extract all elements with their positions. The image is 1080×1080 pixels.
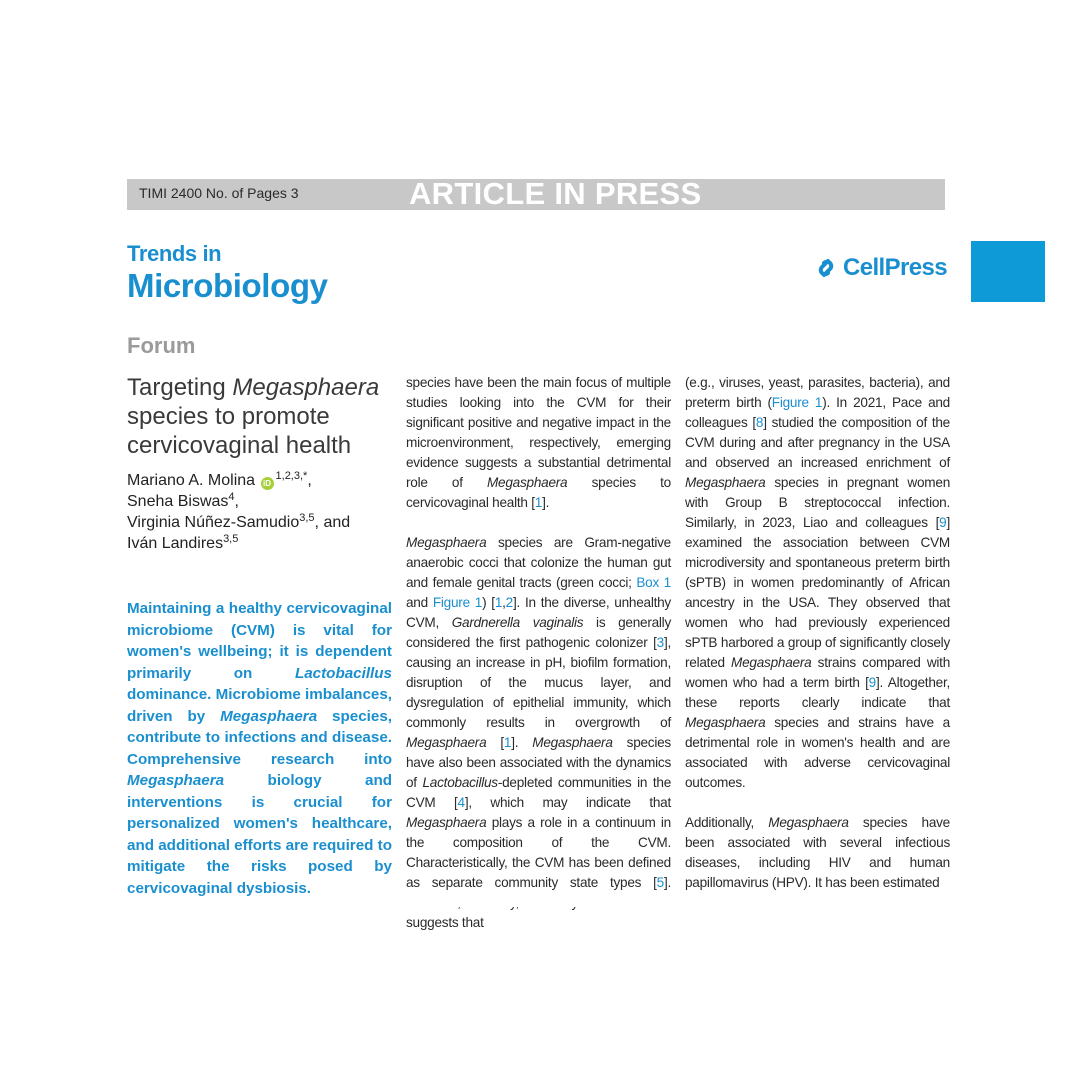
- reference-link[interactable]: 1: [494, 595, 503, 610]
- author: Iván Landires$^{3,5}$: [127, 533, 239, 552]
- cellpress-logo: [813, 254, 947, 282]
- reference-link[interactable]: 4: [457, 795, 465, 810]
- body-column-2: [685, 373, 950, 893]
- reference-link[interactable]: 5: [656, 875, 664, 890]
- article-in-press-banner: [127, 176, 945, 211]
- paragraph: (e.g., viruses, yeast, parasites, bacteria), and preterm birth (Figure 1). In 2021, Pace and colleagues [8] studied the composition of the CVM during and after pregnancy in the USA and observed an increased enrichment of Megasphaera species in pregnant women with Group B streptococcal infection. Similarly, in 2023, Liao and colleagues [9] examined the association between CVM microdiversity and spontaneous preterm birth (sPTB) in women predominantly of African ancestry in the USA. They observed that women who had previously experienced sPTB harbored a group of significantly closely related Megasphaera strains compared with women who had a term birth [9]. Altogether, these reports clearly indicate that Megasphaera species and strains have a detrimental role in women's health and are associated with adverse cervicovaginal outcomes.: [685, 375, 951, 790]
- body-column-1: [406, 373, 671, 933]
- section-label: Forum: [127, 333, 196, 358]
- reference-link[interactable]: 1: [503, 735, 512, 750]
- journal-title-line1: Trends in: [127, 241, 222, 266]
- abstract: Maintaining a healthy cervicovaginal microbiome (CVM) is vital for women's wellbeing; it is dependent primarily on Lactobacillus dominance. Microbiome imbalances, driven by Megasphaera species, contribute to infections and disease. Comprehensive research into Megasphaera biology and interventions is crucial for personalized women's healthcare, and additional efforts are required to mitigate the risks posed by cervicovaginal dysbiosis.: [127, 600, 393, 897]
- article-title: Targeting Megasphaera species to promote cervicovaginal health: [127, 374, 380, 459]
- accent-block: [971, 241, 1045, 302]
- orcid-icon[interactable]: iD: [261, 477, 274, 490]
- figure-link[interactable]: Figure 1: [771, 395, 823, 410]
- cellpress-logo-icon: [813, 255, 839, 281]
- box-link[interactable]: Box 1: [636, 575, 671, 590]
- figure-link[interactable]: Figure 1: [432, 595, 483, 610]
- author-list: [127, 470, 407, 554]
- paragraph: Megasphaera species are Gram-negative anaerobic cocci that colonize the human gut and female genital tracts (green cocci; Box 1 and Figure 1) [1,2]. In the diverse, unhealthy CVM, Gardnerella vaginalis is generally considered the first pathogenic colonizer [3], causing an increase in pH, biofilm formation, disruption of the mucus layer, and dysregulation of epithelial immunity, which commonly results in overgrowth of Megasphaera [1]. Megasphaera species have also been associated with the dynamics of Lactobacillus-depleted communities in the CVM [4], which may indicate that Megasphaera plays a role in a continuum in the composition of the CVM. Characteristically, the CVM has been defined as separate community state types [5]. suggests that: [406, 535, 672, 930]
- paragraph: species have been the main focus of multiple studies looking into the CVM for their significant positive and negative impact in the microenvironment, respectively, emerging evidence suggests a substantial detrimental role of Megasphaera species to cervicovaginal health [1].: [406, 375, 671, 510]
- author: Mariano A. Molina $iD^{1,2,3,*}$,: [127, 470, 312, 489]
- paragraph: Additionally, Megasphaera species have been associated with several infectious diseases, including HIV and human papillomavirus (HPV). It has been estimated: [685, 815, 950, 890]
- reference-link[interactable]: 3: [656, 635, 664, 650]
- article-in-press-label: ARTICLE IN PRESS: [409, 176, 702, 211]
- reference-link[interactable]: 1: [534, 495, 543, 510]
- publisher-name: CellPress: [843, 254, 948, 281]
- page-crop-mask: [400, 893, 960, 907]
- author: Virginia Núñez-Samudio$^{3,5}$, and: [127, 512, 351, 531]
- manuscript-id: TIMI 2400 No. of Pages 3: [139, 185, 299, 201]
- reference-link[interactable]: 9: [868, 675, 876, 690]
- author: Sneha Biswas$^4$,: [127, 491, 239, 510]
- reference-link[interactable]: 2: [505, 595, 513, 610]
- reference-link[interactable]: 9: [939, 515, 947, 530]
- journal-title-line2: Microbiology: [127, 267, 328, 304]
- journal-title: [127, 241, 328, 305]
- reference-link[interactable]: 8: [755, 415, 764, 430]
